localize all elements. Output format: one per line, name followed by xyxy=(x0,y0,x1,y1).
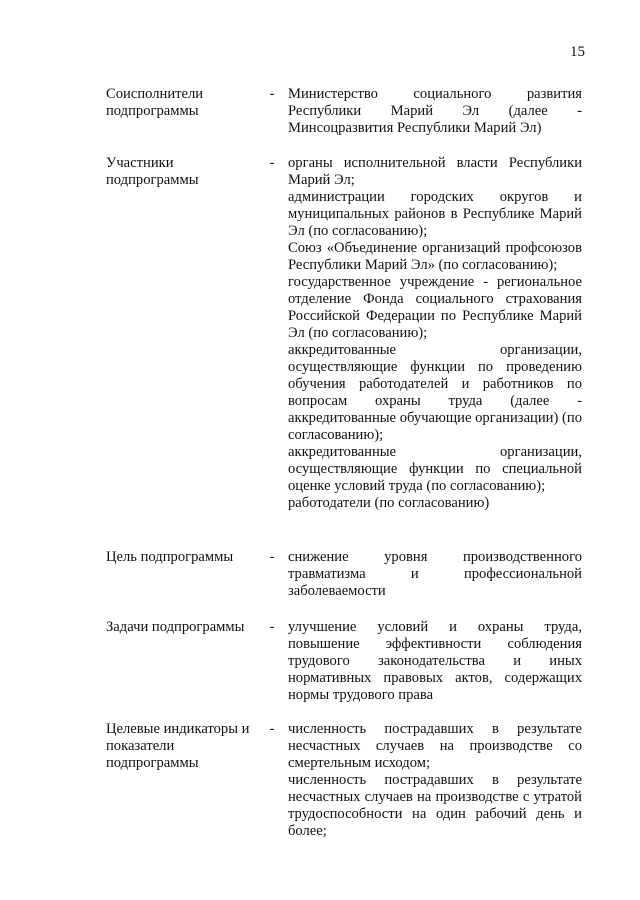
value-item: улучшение условий и охраны труда, повышение эффективности соблюдения трудового законодательства и иных нормативных правовых актов, содержащих нормы трудового права xyxy=(288,619,582,703)
row-value xyxy=(288,549,582,600)
row-value xyxy=(288,86,582,137)
value-item: администрации городских округов и муниципальных районов в Республике Марий Эл (по согласованию); xyxy=(288,189,582,239)
row-label: Задачи подпрограммы xyxy=(106,619,245,635)
row-label: Участники подпрограммы xyxy=(106,155,199,188)
row-label: Цель подпрограммы xyxy=(106,549,234,565)
row-dash: - xyxy=(269,86,275,102)
value-item: Министерство социального развития Республики Марий Эл (далее - Минсоцразвития Республики Марий Эл) xyxy=(288,86,582,136)
row-label: Целевые индикаторы и показатели подпрограммы xyxy=(106,721,250,771)
value-item: аккредитованные организации, осуществляющие функции по проведению обучения работодателей и работников по вопросам охраны труда (далее - аккредитованные обучающие организации) (по согласованию); xyxy=(288,342,582,443)
value-item: работодатели (по согласованию) xyxy=(288,495,490,511)
value-item: численность пострадавших в результате несчастных случаев на производстве с утратой трудоспособности на один рабочий день и более; xyxy=(288,772,582,839)
value-item: государственное учреждение - региональное отделение Фонда социального страхования Российской Федерации по Республике Марий Эл (по согласованию); xyxy=(288,274,582,341)
row-dash: - xyxy=(269,155,275,171)
row-value xyxy=(288,721,582,840)
row-label: Соисполнители подпрограммы xyxy=(106,86,204,119)
row-dash: - xyxy=(269,721,275,737)
value-item: аккредитованные организации, осуществляющие функции по специальной оценке условий труда (по согласованию); xyxy=(288,444,582,494)
page-number: 15 xyxy=(570,44,585,60)
row-value xyxy=(288,155,582,512)
row-value xyxy=(288,619,582,704)
row-dash: - xyxy=(269,549,275,565)
row-dash: - xyxy=(269,619,275,635)
value-item: численность пострадавших в результате несчастных случаев на производстве со смертельным исходом; xyxy=(288,721,582,771)
value-item: снижение уровня производственного травматизма и профессиональной заболеваемости xyxy=(288,549,582,599)
value-item: Союз «Объединение организаций профсоюзов Республики Марий Эл» (по согласованию); xyxy=(288,240,582,273)
value-item: органы исполнительной власти Республики Марий Эл; xyxy=(288,155,582,188)
